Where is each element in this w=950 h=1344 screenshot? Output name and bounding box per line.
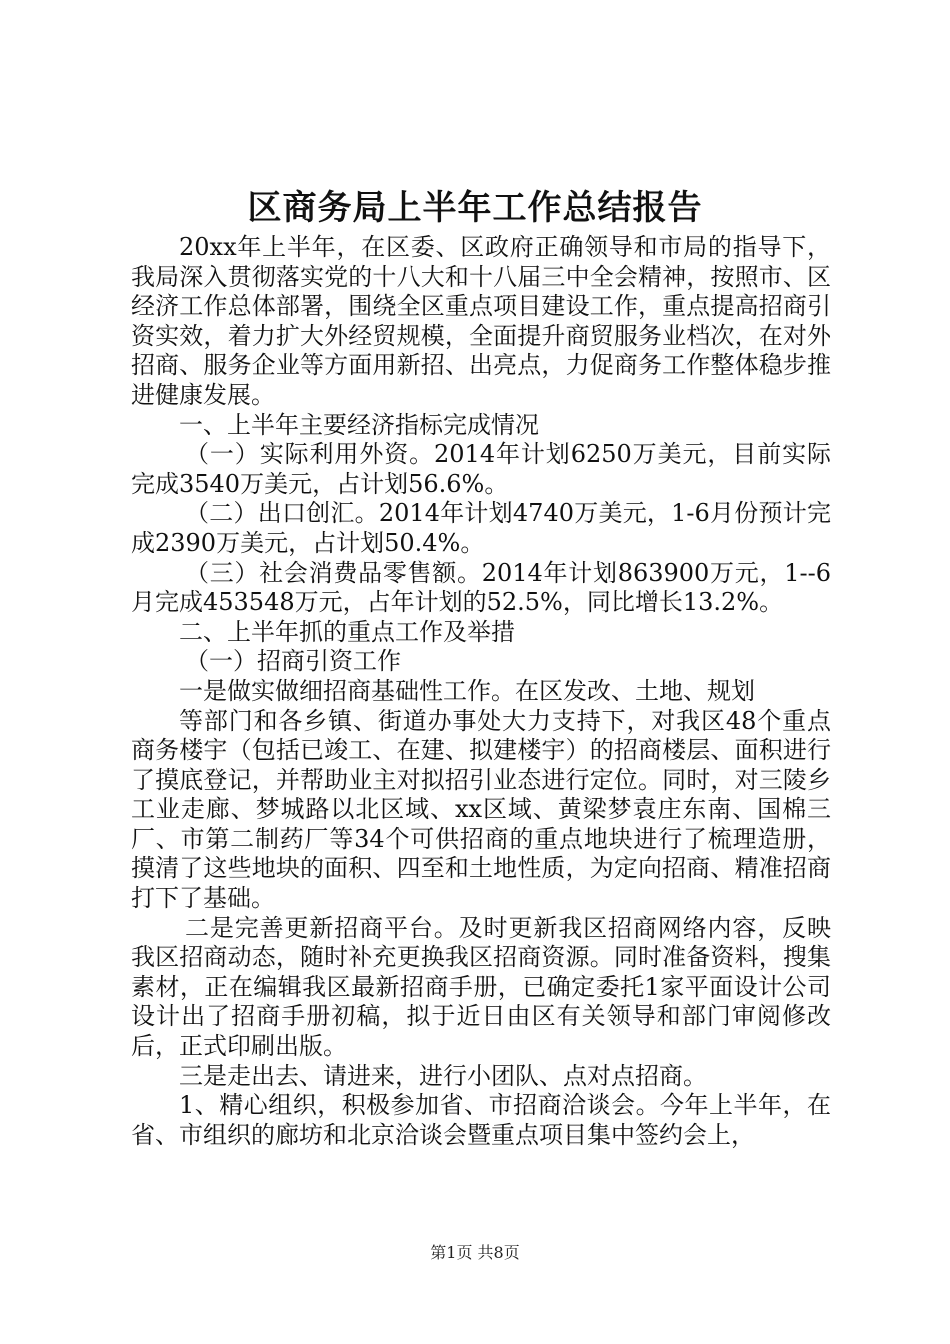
document-body	[131, 233, 831, 1150]
paragraph-point-one-cont: 等部门和各乡镇、街道办事处大力支持下，对我区48个重点商务楼宇（包括已竣工、在建、拟建楼宇）的招商楼层、面积进行了摸底登记，并帮助业主对拟招引业态进行定位。同时，对三陵乡工业走廊、梦城路以北区域、xx区域、黄梁梦袁庄东南、国棉三厂、市第二制药厂等34个可供招商的重点地块进行了梳理造册，摸清了这些地块的面积、四至和土地性质，为定向招商、精准招商打下了基础。	[131, 706, 831, 913]
paragraph-point-one: 一是做实做细招商基础性工作。在区发改、土地、规划	[179, 676, 755, 705]
paragraph-intro: 20xx年上半年，在区委、区政府正确领导和市局的指导下，我局深入贯彻落实党的十八大和十八届三中全会精神，按照市、区经济工作总体部署，围绕全区重点项目建设工作，重点提高招商引资实效，着力扩大外经贸规模，全面提升商贸服务业档次，在对外招商、服务企业等方面用新招、出亮点，力促商务工作整体稳步推进健康发展。	[131, 233, 831, 409]
document-title: 区商务局上半年工作总结报告	[247, 188, 703, 228]
section-heading-2: 二、上半年抓的重点工作及举措	[179, 617, 515, 646]
paragraph-foreign-investment: （一）实际利用外资。2014年计划6250万美元，目前实际完成3540万美元，占计划56.6%。	[131, 440, 831, 498]
paragraph-retail-sales: （三）社会消费品零售额。2014年计划863900万元，1--6月完成453548万元，占年计划的52.5%，同比增长13.2%。	[131, 558, 831, 617]
paragraph-item-1: 1、精心组织，积极参加省、市招商洽谈会。今年上半年，在省、市组织的廊坊和北京洽谈会暨重点项目集中签约会上，	[131, 1091, 831, 1149]
paragraph-export: （二）出口创汇。2014年计划4740万美元，1-6月份预计完成2390万美元，占计划50.4%。	[131, 499, 831, 557]
page-footer: 第1页 共8页	[430, 1243, 520, 1262]
subsection-heading-investment: （一）招商引资工作	[185, 647, 401, 676]
paragraph-point-three: 三是走出去、请进来，进行小团队、点对点招商。	[179, 1061, 707, 1090]
paragraph-point-two: 二是完善更新招商平台。及时更新我区招商网络内容，反映我区招商动态，随时补充更换我区招商资源。同时准备资料，搜集素材，正在编辑我区最新招商手册，已确定委托1家平面设计公司设计出了招商手册初稿，拟于近日由区有关领导和部门审阅修改后，正式印刷出版。	[131, 913, 831, 1061]
section-heading-1: 一、上半年主要经济指标完成情况	[179, 410, 539, 439]
